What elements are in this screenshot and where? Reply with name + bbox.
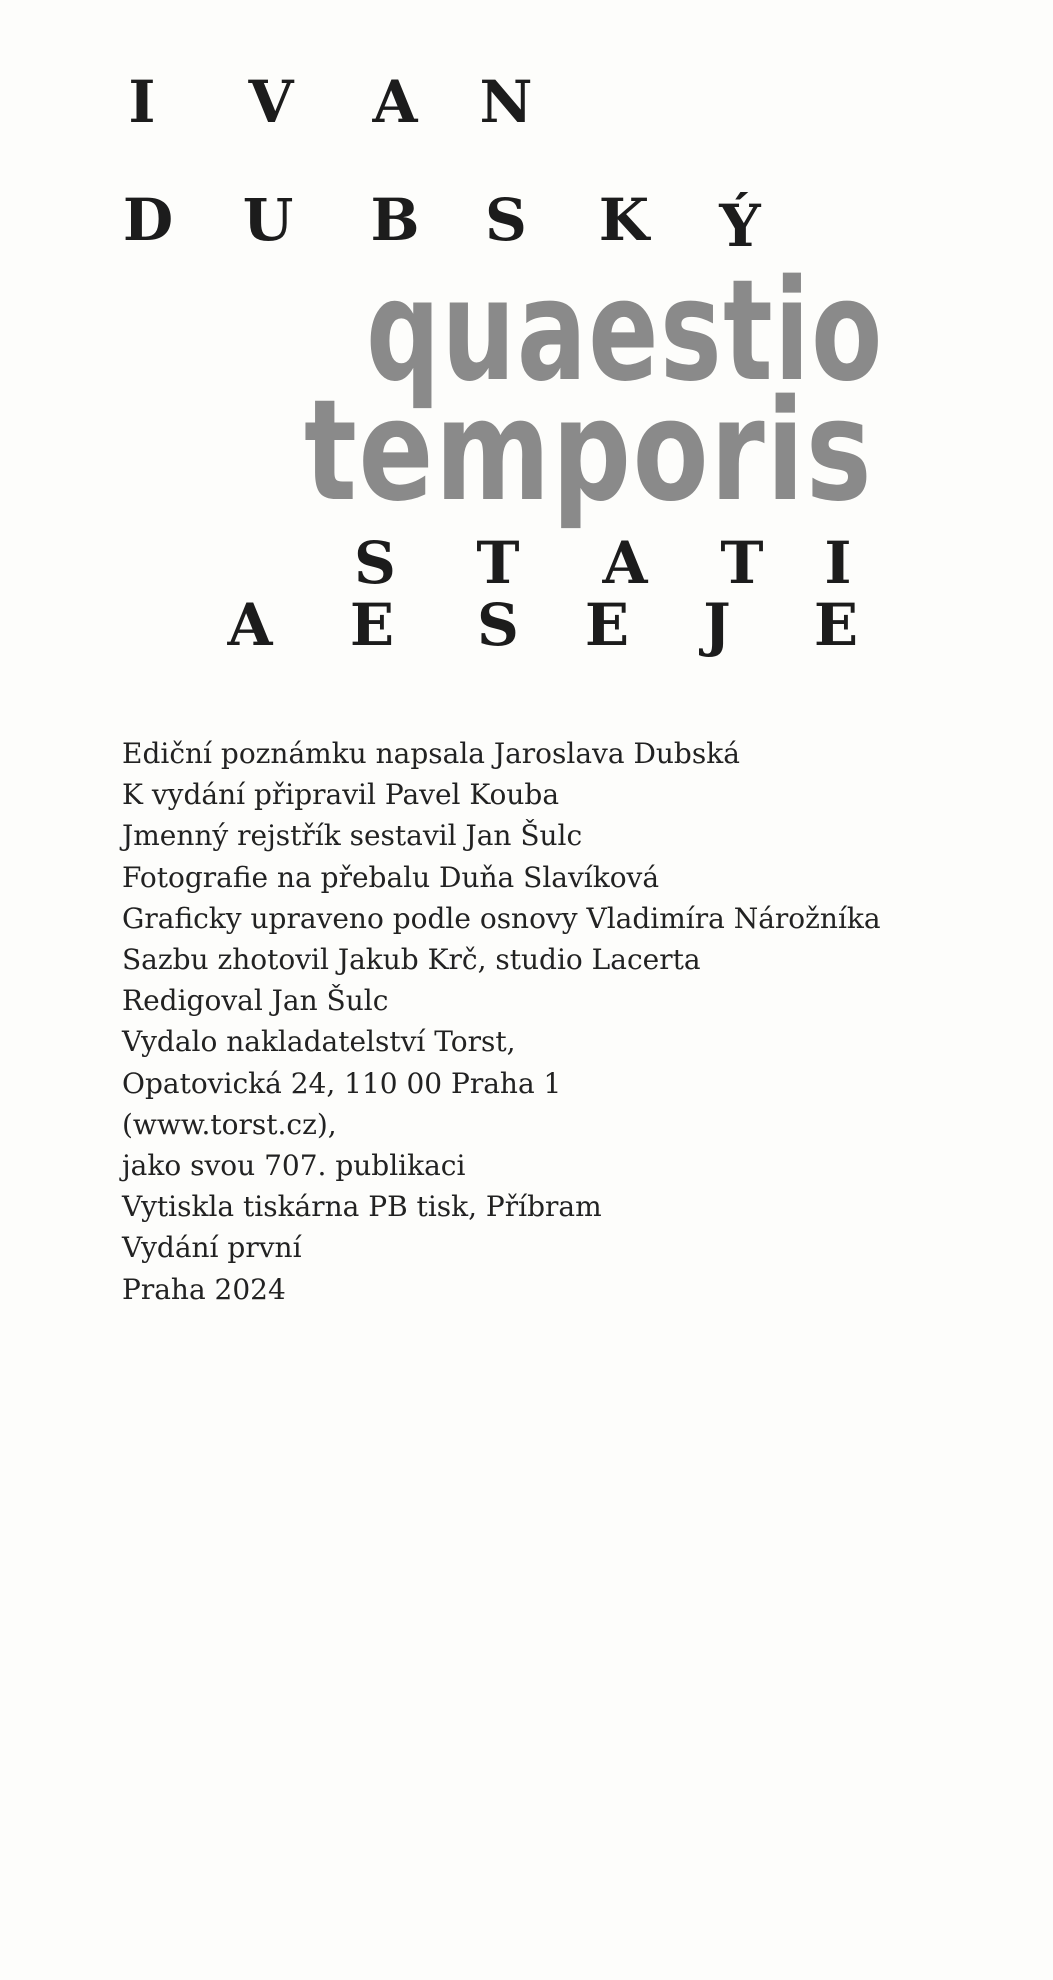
colophon-line: Graficky upraveno podle osnovy Vladimíra Nárožníka [122,901,881,935]
author-last-letter: S [485,186,527,254]
colophon-line: K vydání připravil Pavel Kouba [122,778,560,812]
subtitle-letter: E [584,591,630,659]
subtitle-letter: S [477,591,519,659]
author-last-letter: Ý [719,192,761,260]
author-first-name [0,67,1053,137]
colophon-line: Vytiskla tiskárna PB tisk, Příbram [122,1190,602,1224]
subtitle-letter: I [824,529,852,597]
colophon-line: jako svou 707. publikaci [122,1149,466,1183]
subtitle-letter: E [349,591,395,659]
colophon-line: Redigoval Jan Šulc [122,984,389,1018]
author-last-letter: D [122,186,174,254]
subtitle-letter: E [813,591,859,659]
book-title-line-2: temporis [304,370,874,533]
author-last-letter: K [598,186,650,254]
author-first-letter: A [372,68,418,136]
subtitle-letter: J [703,591,731,659]
author-last-name [0,185,1053,260]
colophon-line: Vydalo nakladatelství Torst, [122,1025,516,1059]
colophon-line: Sazbu zhotovil Jakub Krč, studio Lacerta [122,943,701,977]
author-last-letter: B [370,186,420,254]
subtitle-letter: A [227,591,273,659]
colophon-line: Ediční poznámku napsala Jaroslava Dubská [122,737,740,770]
subtitle-letter: A [602,529,648,597]
colophon [122,733,1022,1310]
author-first-letter: I [128,68,156,136]
subtitle-letter: T [720,529,764,597]
subtitle-line-1 [0,528,1053,598]
author-last-letter: U [242,186,294,254]
subtitle-letter: T [476,529,520,597]
book-title-line-1: quaestio [366,250,884,413]
colophon-line: Fotografie na přebalu Duňa Slavíková [122,860,660,894]
colophon-line: (www.torst.cz), [122,1107,337,1141]
subtitle-letter: S [354,529,396,597]
author-first-letter: N [479,68,533,136]
author-first-letter: V [248,68,294,136]
subtitle-line-2 [0,590,1053,660]
colophon-line: Praha 2024 [122,1272,286,1306]
colophon-line: Vydání první [122,1231,302,1265]
colophon-line: Opatovická 24, 110 00 Praha 1 [122,1066,562,1100]
colophon-line: Jmenný rejstřík sestavil Jan Šulc [122,819,583,853]
